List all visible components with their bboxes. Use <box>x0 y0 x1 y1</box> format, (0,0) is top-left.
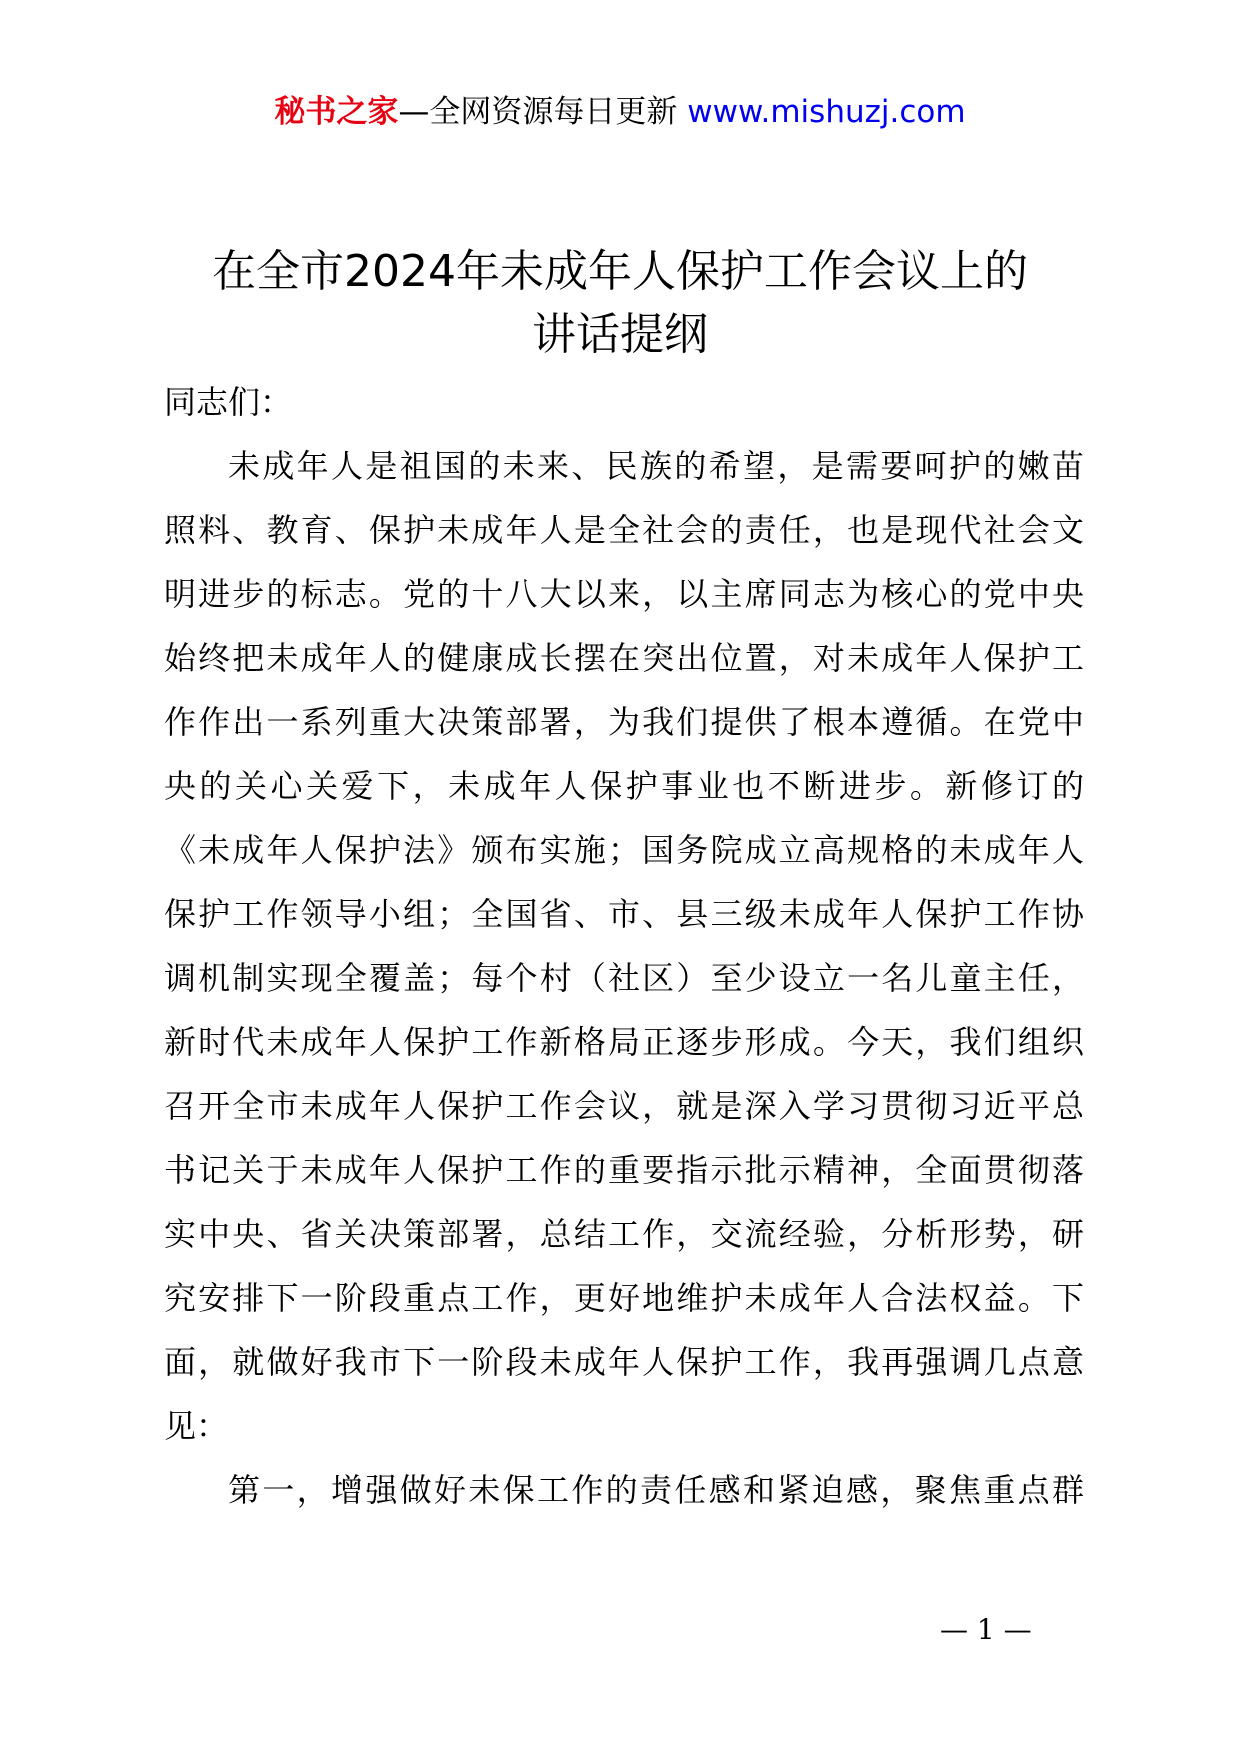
paragraph-2 <box>164 1458 1084 1522</box>
paragraph-1-line: 究安排下一阶段重点工作，更好地维护未成年人合法权益。下 <box>164 1279 1084 1317</box>
paragraph-1-line: 未成年人是祖国的未来、民族的希望，是需要呵护的嫩苗 <box>228 447 1084 485</box>
paragraph-1-line: 照料、教育、保护未成年人是全社会的责任，也是现代社会文 <box>164 511 1084 549</box>
document-body <box>164 370 1084 1522</box>
paragraph-1-line: 《未成年人保护法》颁布实施；国务院成立高规格的未成年人 <box>164 831 1084 869</box>
paragraph-1 <box>164 434 1084 1458</box>
paragraph-1-line: 始终把未成年人的健康成长摆在突出位置，对未成年人保护工 <box>164 639 1084 677</box>
page-number: — 1 — <box>940 1613 1032 1646</box>
paragraph-1-line: 央的关心关爱下，未成年人保护事业也不断进步。新修订的 <box>164 767 1084 805</box>
paragraph-1-line: 面，就做好我市下一阶段未成年人保护工作，我再强调几点意 <box>164 1343 1084 1381</box>
paragraph-1-line: 书记关于未成年人保护工作的重要指示批示精神，全面贯彻落 <box>164 1151 1084 1189</box>
site-tagline: —全网资源每日更新 <box>398 94 678 130</box>
site-url-link[interactable]: www.mishuzj.com <box>687 94 966 130</box>
paragraph-1-line: 见： <box>164 1407 229 1445</box>
paragraph-1-line: 保护工作领导小组；全国省、市、县三级未成年人保护工作协 <box>164 895 1084 933</box>
site-header <box>0 92 1240 132</box>
document-title <box>100 240 1140 366</box>
paragraph-1-line: 召开全市未成年人保护工作会议，就是深入学习贯彻习近平总 <box>164 1087 1084 1125</box>
paragraph-1-line: 新时代未成年人保护工作新格局正逐步形成。今天，我们组织 <box>164 1023 1084 1061</box>
site-brand: 秘书之家 <box>274 94 399 130</box>
paragraph-1-line: 调机制实现全覆盖；每个村（社区）至少设立一名儿童主任， <box>164 959 1084 997</box>
paragraph-1-line: 实中央、省关决策部署，总结工作，交流经验，分析形势，研 <box>164 1215 1084 1253</box>
paragraph-1-line: 明进步的标志。党的十八大以来，以主席同志为核心的党中央 <box>164 575 1084 613</box>
title-line-2: 讲话提纲 <box>532 309 708 360</box>
salutation: 同志们： <box>164 383 293 421</box>
paragraph-2-line: 第一，增强做好未保工作的责任感和紧迫感，聚焦重点群 <box>228 1471 1084 1509</box>
paragraph-1-line: 作作出一系列重大决策部署，为我们提供了根本遵循。在党中 <box>164 703 1084 741</box>
title-line-1: 在全市2024年未成年人保护工作会议上的 <box>212 246 1028 297</box>
